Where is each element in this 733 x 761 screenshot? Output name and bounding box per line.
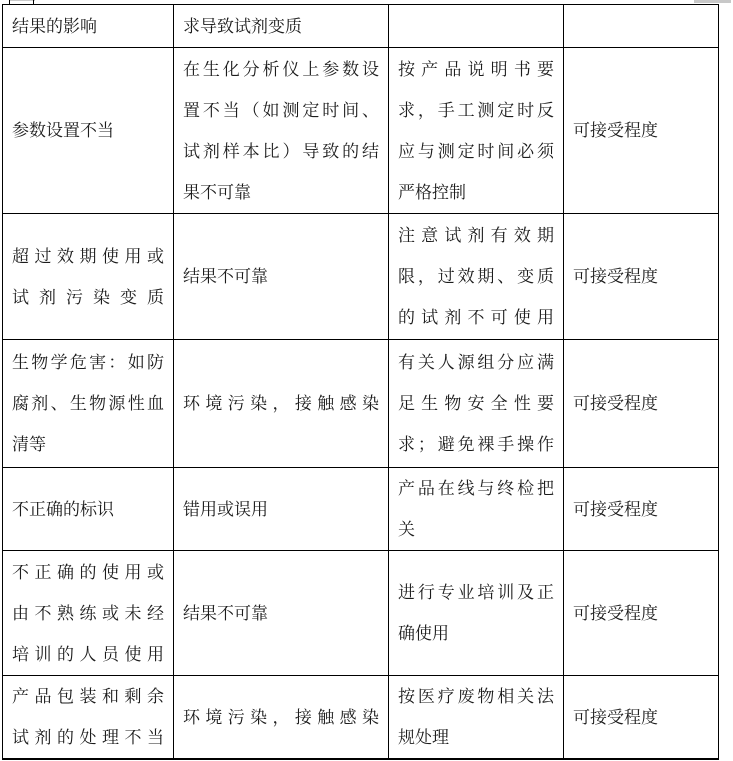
cell-text-line: 培训的人员使用 (12, 644, 164, 664)
cell-text-line: 试剂的处理不当 (12, 728, 164, 747)
cell-text-line: 可接受程度 (573, 267, 658, 286)
table-row (3, 340, 719, 468)
risk-analysis-table (2, 4, 719, 760)
cell-text-line: 关 (398, 520, 415, 539)
table-cell-r6c3 (389, 551, 564, 676)
cell-text-line: 试剂污染变质 (12, 287, 164, 307)
cell-text-line: 环境污染，接触感染 (183, 707, 379, 727)
cell-text-line: 清等 (12, 435, 46, 454)
table-row (3, 48, 719, 214)
cell-text-line: 超过效期使用或 (12, 246, 164, 266)
table-cell-r2c1 (3, 48, 174, 214)
cell-text-line: 错用或误用 (183, 499, 268, 519)
table-cell-r2c4 (564, 48, 719, 214)
cell-text-line: 试剂样本比）导致的结 (183, 141, 379, 161)
cell-text-line: 产品包装和剩余 (12, 687, 164, 706)
table-cell-r1c1 (3, 5, 174, 48)
table-cell-r4c3 (389, 340, 564, 468)
table-row (3, 468, 719, 551)
cell-text-line: 注意试剂有效期 (398, 226, 554, 245)
table-cell-r5c1 (3, 468, 174, 551)
cell-text-line: 可接受程度 (573, 707, 658, 727)
cell-text-line: 置不当（如测定时间、 (183, 100, 379, 120)
table-row (3, 676, 719, 760)
table-cell-r5c3 (389, 468, 564, 551)
table-cell-r3c2 (174, 214, 389, 340)
table-cell-r6c1 (3, 551, 174, 676)
cell-text-line: 由不熟练或未经 (12, 603, 164, 623)
table-cell-r1c3 (389, 5, 564, 48)
cell-text-line: 求；避免裸手操作 (398, 435, 554, 454)
cell-text-line: 在生化分析仪上参数设 (183, 59, 379, 79)
cell-text-line: 确使用 (398, 624, 449, 643)
table-cell-r4c1 (3, 340, 174, 468)
table-cell-r4c2 (174, 340, 389, 468)
cell-text-line: 生物学危害：如防 (12, 353, 164, 372)
table-cell-r6c4 (564, 551, 719, 676)
cell-text-line: 的试剂不可使用 (398, 308, 554, 327)
table-cell-r6c2 (174, 551, 389, 676)
table-row (3, 5, 719, 48)
cell-text-line: 严格控制 (398, 182, 466, 202)
table-row (3, 551, 719, 676)
table-cell-r5c2 (174, 468, 389, 551)
cell-text-line: 可接受程度 (573, 499, 658, 519)
table-cell-r1c2 (174, 5, 389, 48)
cell-text-line: 结果不可靠 (183, 267, 268, 286)
cell-text-line: 按产品说明书要 (398, 59, 554, 79)
cell-text-line: 腐剂、生物源性血 (12, 394, 164, 413)
cell-text-line: 不正确的标识 (12, 499, 114, 519)
cell-text-line: 可接受程度 (573, 121, 658, 140)
table-cell-r3c3 (389, 214, 564, 340)
cell-text-line: 求导致试剂变质 (183, 16, 302, 36)
cell-text-line: 结果的影响 (12, 16, 97, 36)
cell-text-line: 有关人源组分应满 (398, 353, 554, 372)
table-cell-r4c4 (564, 340, 719, 468)
cell-text-line: 环境污染，接触感染 (183, 394, 379, 413)
cell-text-line: 参数设置不当 (12, 121, 114, 140)
table-cell-r1c4 (564, 5, 719, 48)
table-cell-r7c1 (3, 676, 174, 760)
table-row (3, 214, 719, 340)
cell-text-line: 不正确的使用或 (12, 562, 164, 582)
cell-text-line: 果不可靠 (183, 182, 251, 202)
table-cell-r3c1 (3, 214, 174, 340)
cell-text-line: 应与测定时间必须 (398, 141, 554, 161)
cell-text-line: 可接受程度 (573, 603, 658, 623)
cell-text-line: 进行专业培训及正 (398, 583, 554, 602)
cell-text-line: 规处理 (398, 728, 449, 747)
cell-text-line: 结果不可靠 (183, 603, 268, 623)
table-cell-r5c4 (564, 468, 719, 551)
cell-text-line: 产品在线与终检把 (398, 479, 554, 498)
cell-text-line: 足生物安全性要 (398, 394, 554, 413)
cell-text-line: 求，手工测定时反 (398, 100, 554, 120)
table-cell-r7c3 (389, 676, 564, 760)
page-crop-artifact-right (694, 0, 731, 3)
table-cell-r7c4 (564, 676, 719, 760)
cell-text-line: 按医疗废物相关法 (398, 687, 554, 706)
page-crop-artifact-left-cap (9, 0, 35, 1)
table-cell-r2c2 (174, 48, 389, 214)
table-cell-r7c2 (174, 676, 389, 760)
cell-text-line: 限，过效期、变质 (398, 267, 554, 286)
cell-text-line: 可接受程度 (573, 394, 658, 413)
table-cell-r2c3 (389, 48, 564, 214)
table-cell-r3c4 (564, 214, 719, 340)
